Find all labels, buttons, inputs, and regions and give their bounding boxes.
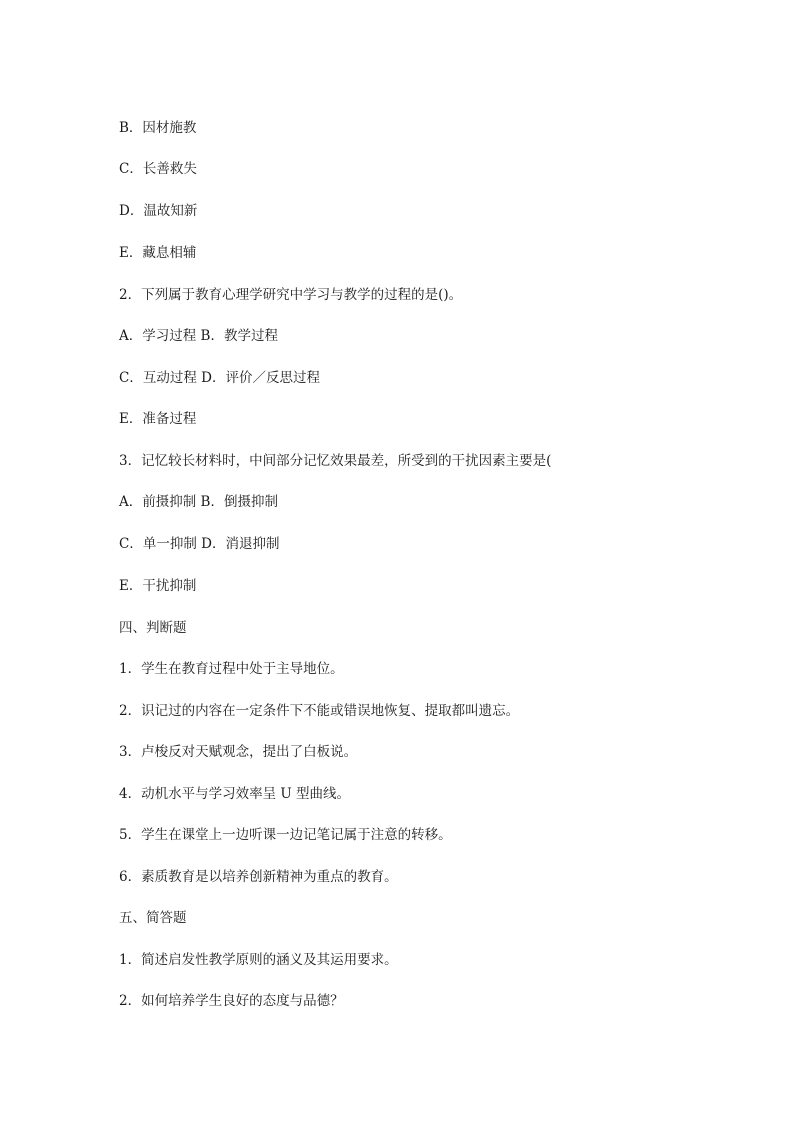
judgment-item: 6．素质教育是以培养创新精神为重点的教育。 xyxy=(119,869,398,885)
option-b-line: B．因材施教 xyxy=(119,120,197,136)
question-3-options-ab: A．前摄抑制 B．倒摄抑制 xyxy=(119,494,278,510)
question-2-text: 2．下列属于教育心理学研究中学习与教学的过程的是()。 xyxy=(119,287,463,303)
question-2-option-e: E．准备过程 xyxy=(119,411,197,427)
question-3-options-cd: C．单一抑制 D．消退抑制 xyxy=(119,536,280,552)
section-heading-judgment: 四、判断题 xyxy=(119,620,187,636)
question-3-text: 3．记忆较长材料时，中间部分记忆效果最差，所受到的干扰因素主要是( xyxy=(119,453,552,469)
section-heading-short-answer: 五、简答题 xyxy=(119,910,187,926)
option-c-line: C．长善救失 xyxy=(119,161,197,177)
judgment-item: 1．学生在教育过程中处于主导地位。 xyxy=(119,661,344,677)
short-answer-item: 2．如何培养学生良好的态度与品德？ xyxy=(119,993,344,1009)
option-e-line: E．藏息相辅 xyxy=(119,245,197,261)
judgment-item: 2．识记过的内容在一定条件下不能或错误地恢复、提取都叫遗忘。 xyxy=(119,703,520,719)
question-3-option-e: E．干扰抑制 xyxy=(119,578,197,594)
judgment-item: 5．学生在课堂上一边听课一边记笔记属于注意的转移。 xyxy=(119,827,452,843)
short-answer-item: 1．简述启发性教学原则的涵义及其运用要求。 xyxy=(119,952,398,968)
option-d-line: D．温故知新 xyxy=(119,203,198,219)
question-2-options-cd: C．互动过程 D．评价／反思过程 xyxy=(119,370,320,386)
judgment-item: 3．卢梭反对天赋观念，提出了白板说。 xyxy=(119,744,358,760)
judgment-item: 4．动机水平与学习效率呈 U 型曲线。 xyxy=(119,786,351,802)
question-2-options-ab: A．学习过程 B．教学过程 xyxy=(119,328,278,344)
